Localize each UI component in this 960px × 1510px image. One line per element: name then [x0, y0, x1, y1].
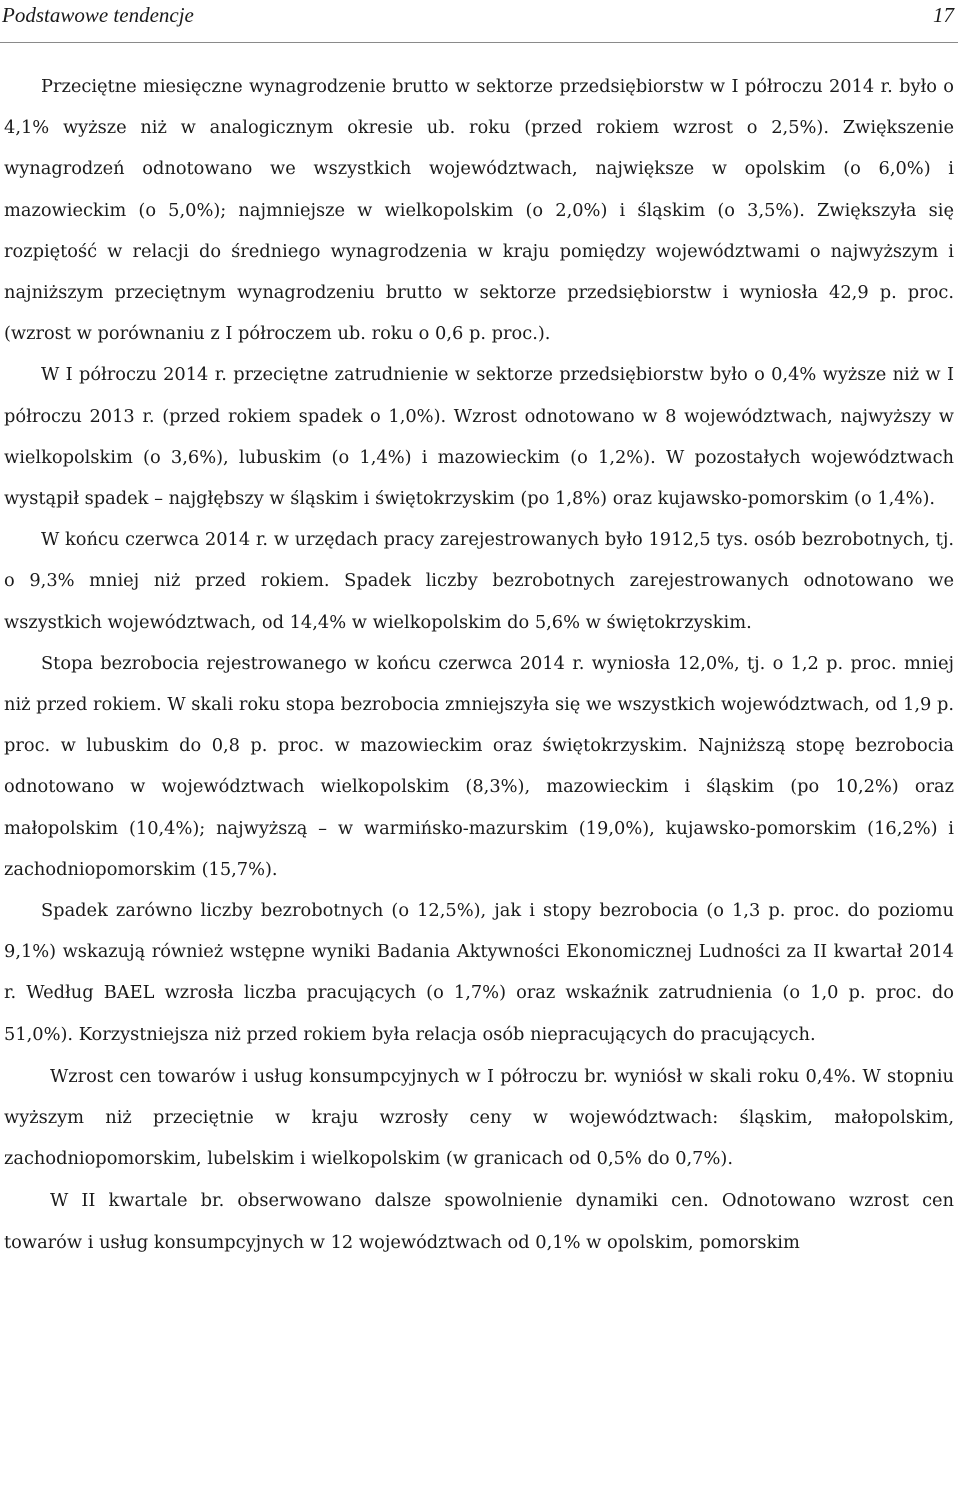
paragraph-bael: Spadek zarówno liczby bezrobotnych (o 12,5%), jak i stopy bezrobocia (o 1,3 p. proc. do poziomu 9,1%) wskazują również wstępne wyniki Badania Aktywności Ekonomicznej Ludności za II kwartał 2014 r. Według BAEL wzrosła liczba pracujących (o 1,7%) oraz wskaźnik zatrudnienia (o 1,0 p. proc. do 51,0%). Korzystniejsza niż przed rokiem była relacja osób niepracujących do pracujących.	[4, 900, 954, 1045]
paragraph-price-dynamics: W II kwartale br. obserwowano dalsze spowolnienie dynamiki cen. Odnotowano wzrost cen towarów i usług konsumpcyjnych w 12 województwach od 0,1% w opolskim, pomorskim	[4, 1190, 954, 1253]
paragraph-prices: Wzrost cen towarów i usług konsumpcyjnych w I półroczu br. wyniósł w skali roku 0,4%. W stopniu wyższym niż przeciętnie w kraju wzrosły ceny w województwach: śląskim, małopolskim, zachodniopomorskim, lubelskim i wielkopolskim (w granicach od 0,5% do 0,7%).	[4, 1065, 954, 1170]
document-body	[4, 66, 954, 1263]
header-section-title: Podstawowe tendencje	[2, 3, 194, 27]
paragraph-registered-unemployed: W końcu czerwca 2014 r. w urzędach pracy zarejestrowanych było 1912,5 tys. osób bezrobotnych, tj. o 9,3% mniej niż przed rokiem. Spadek liczby bezrobotnych zarejestrowanych odnotowano we wszystkich województwach, od 14,4% w wielkopolskim do 5,6% w świętokrzyskim.	[4, 529, 954, 633]
page-header	[0, 0, 958, 43]
paragraph-unemployment-rate: Stopa bezrobocia rejestrowanego w końcu czerwca 2014 r. wyniosła 12,0%, tj. o 1,2 p. proc. mniej niż przed rokiem. W skali roku stopa bezrobocia zmniejszyła się we wszystkich województwach, od 1,9 p. proc. w lubuskim do 0,8 p. proc. w mazowieckim oraz świętokrzyskim. Najniższą stopę bezrobocia odnotowano w województwach wielkopolskim (8,3%), mazowieckim i śląskim (po 10,2%) oraz małopolskim (10,4%); najwyższą – w warmińsko-mazurskim (19,0%), kujawsko-pomorskim (16,2%) i zachodniopomorskim (15,7%).	[4, 652, 954, 880]
paragraph-employment: W I półroczu 2014 r. przeciętne zatrudnienie w sektorze przedsiębiorstw było o 0,4% wyższe niż w I półroczu 2013 r. (przed rokiem spadek o 1,0%). Wzrost odnotowano w 8 województwach, najwyższy w wielkopolskim (o 3,6%), lubuskim (o 1,4%) i mazowieckim (o 1,2%). W pozostałych województwach wystąpił spadek – najgłębszy w śląskim i świętokrzyskim (po 1,8%) oraz kujawsko-pomorskim (o 1,4%).	[4, 364, 954, 510]
header-page-number: 17	[933, 3, 954, 27]
paragraph-wages: Przeciętne miesięczne wynagrodzenie brutto w sektorze przedsiębiorstw w I półroczu 2014 r. było o 4,1% wyższe niż w analogicznym okresie ub. roku (przed rokiem wzrost o 2,5%). Zwiększenie wynagrodzeń odnotowano we wszystkich województwach, największe w opolskim (o 6,0%) i mazowieckim (o 5,0%); najmniejsze w wielkopolskim (o 2,0%) i śląskim (o 3,5%). Zwiększyła się rozpiętość w relacji do średniego wynagrodzenia w kraju pomiędzy województwami o najwyższym i najniższym przeciętnym wynagrodzeniu brutto w sektorze przedsiębiorstw i wyniosła 42,9 p. proc. (wzrost w porównaniu z I półroczem ub. roku o 0,6 p. proc.).	[4, 76, 954, 345]
